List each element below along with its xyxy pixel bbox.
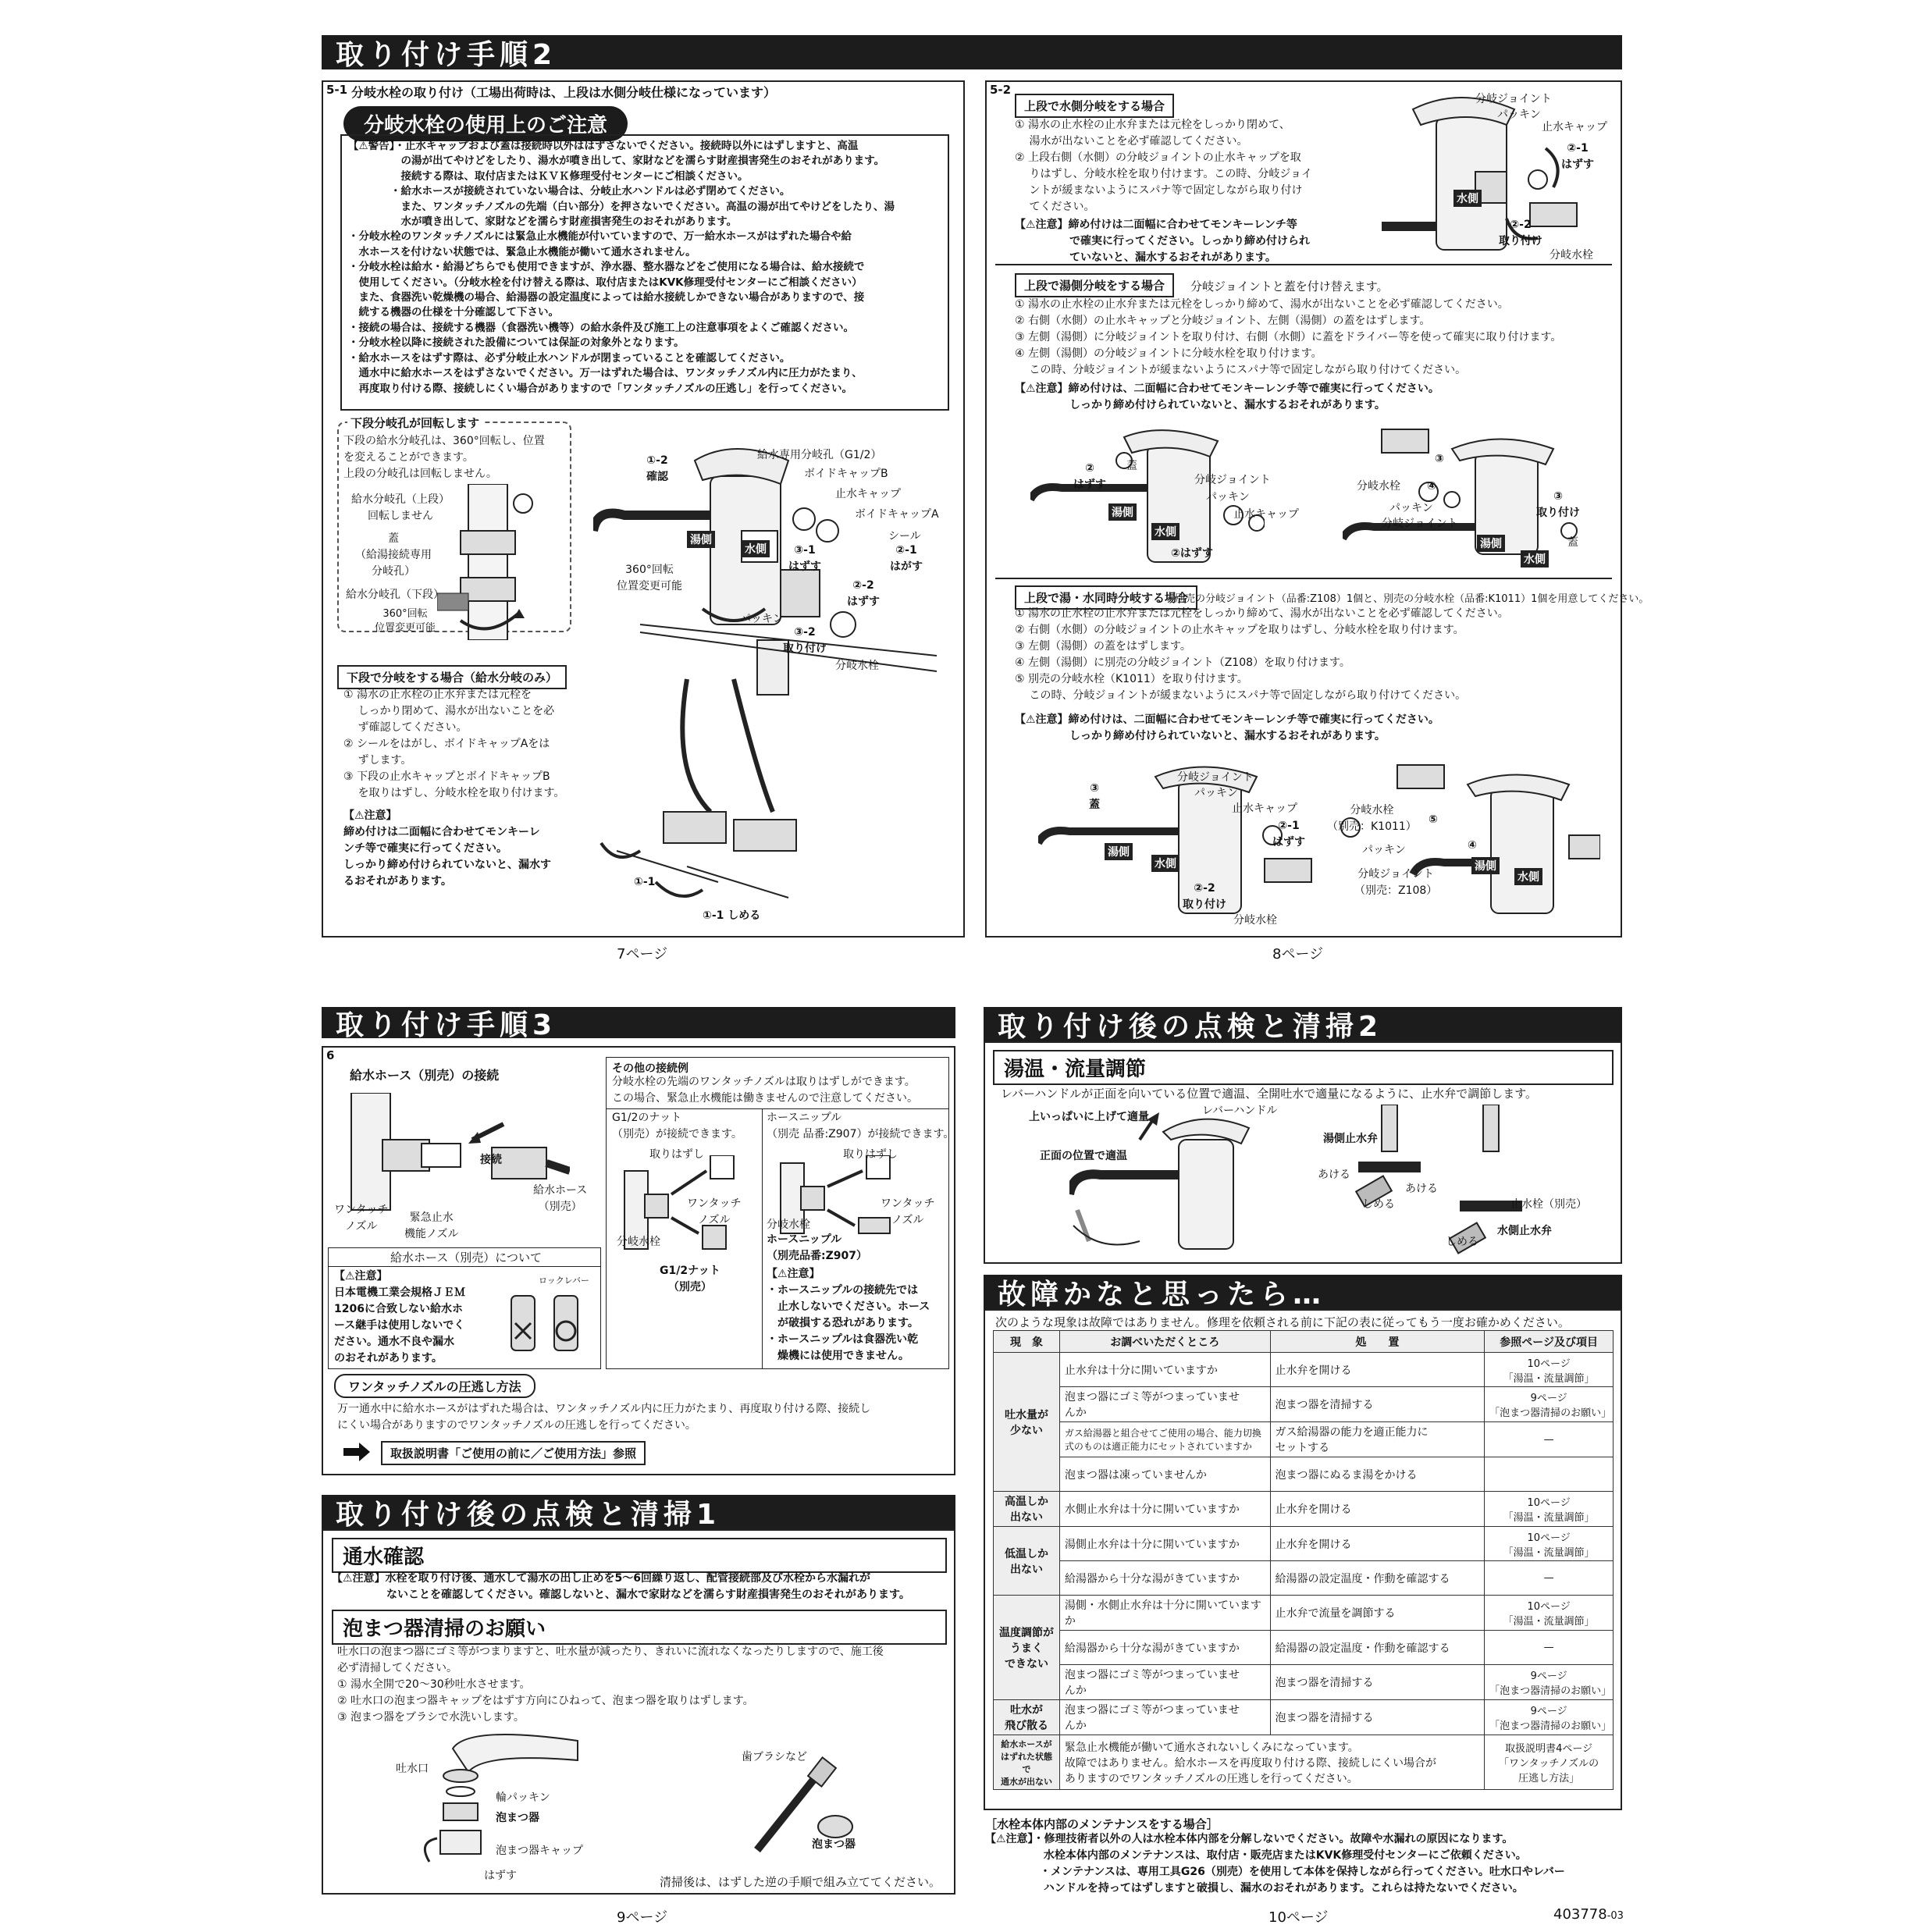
p8-b-text: ① 湯水の止水栓の止水弁または元栓をしっかり締めて、湯水が出ないことを必ず確認してください。 ② 右側（水側）の止水キャップと分岐ジョイント、左側（湯側）の蓋をはずします。 ③ 左側（湯側）に分岐ジョイントを取り付け、右側（水側）に蓋をドライバー等を使って確実に取り付けます。 ④ 左側（湯側）の分岐ジョイントに分岐水栓を取り付けます。 この時、分岐ジョイントが緩まないようにスパナ等で固定しながら取り付けてください。 [1015, 298, 1562, 376]
p8-a-label-packing: パッキン [1497, 109, 1541, 121]
p7-lower-warning: 【⚠注意】 締め付けは二面幅に合わせてモンキーレ ンチ等で確実に行ってください。 しっかり締め付けられていないと、漏水す るおそれがあります。 [343, 809, 551, 888]
table-row [994, 1700, 1614, 1735]
p9-aerator-title: 泡まつ器清掃のお願い [332, 1610, 947, 1645]
p10-trouble-header: 故障かなと思ったら… [984, 1275, 1622, 1309]
p9-hose-label-nozzle: ワンタッチ ノズル [334, 1204, 389, 1233]
doc-number-main: 403778 [1553, 1906, 1607, 1923]
p8-c-hot-side-r: 湯側 [1471, 857, 1500, 874]
action-cell: 泡まつ器を清掃する [1270, 1387, 1485, 1422]
p9-hose-title: 給水ホース（別売）の接続 [350, 1068, 500, 1083]
p7-diag-label-3-2: ③-2 取り付け [783, 626, 827, 655]
p7-page-number: 7ページ [617, 946, 668, 962]
p8-c-label-branch-k1011: 分岐水栓 （別売：K1011） [1327, 804, 1417, 833]
p10-temp-label-cold-valve: 水側止水弁 [1497, 1225, 1552, 1237]
check-cell: ガス給湯器と組合せてご使用の場合、能力切換 式のものは適正能力にセットされていますか [1059, 1422, 1270, 1457]
check-cell: 緊急止水機能が働いて通水されないしくみになっています。 故障ではありません。給水ホースを再度取り付ける際、接続しにくい場合が ありますのでワンタッチノズルの圧逃しを行ってください。 [1059, 1735, 1484, 1790]
p10-trouble-intro: 次のような現象は故障ではありません。修理を依頼される前に下記の表に従ってもう一度お確かめください。 [995, 1315, 1570, 1329]
p8-b-label-stopcap: 止水キャップ [1233, 508, 1299, 521]
p10-temp-label-hot-valve: 湯側止水弁 [1323, 1133, 1378, 1145]
p9-relief-title: ワンタッチノズルの圧逃し方法 [334, 1374, 535, 1398]
p9-aerator-text: 吐水口の泡まつ器にゴミ等がつまりますと、吐水量が減ったり、きれいに流れなくなったりしますので、施工後 必ず清掃してください。 ① 湯水全開で20～30秒吐水させます。 ② 吐水口の泡まつ器キャップをはずす方向にひねって、泡まつ器を取りはずします。 ③ 泡まつ器をブラシで水洗いします。 [337, 1646, 884, 1724]
p9-step-number: 6 [326, 1048, 335, 1062]
action-cell: 泡まつ器を清掃する [1270, 1700, 1485, 1735]
action-cell: 泡まつ器を清掃する [1270, 1665, 1485, 1700]
check-cell: 湯側止水弁は十分に開いていますか [1059, 1527, 1270, 1561]
p8-divider-1 [995, 264, 1612, 265]
p9-aerator-label-spout: 吐水口 [396, 1763, 429, 1775]
p9-g12-label-remove: 取りはずし [649, 1148, 704, 1161]
p7-caution-title: 分岐水栓の使用上のご注意 [343, 106, 628, 141]
p10-temp-label-open-2: あける [1405, 1183, 1438, 1195]
p8-c-label-2-2: ②-2 取り付け [1183, 882, 1226, 911]
p7-header: 取り付け手順2 [322, 35, 1622, 69]
p8-b-label-lid: 蓋 [1126, 460, 1137, 472]
p8-c-label-2-1: ②-1 はずす [1272, 820, 1305, 849]
p8-c-label-joint: 分岐ジョイント [1177, 771, 1254, 784]
symptom-cell: 高温しか 出ない [994, 1492, 1060, 1527]
p8-b-label-lid-r: 蓋 [1567, 536, 1578, 549]
p9-g12-label-nut: G1/2ナット （別売） [660, 1265, 720, 1293]
p9-nipple-label-nozzle: ワンタッチ ノズル [881, 1197, 935, 1226]
action-cell: 止水弁を開ける [1270, 1492, 1485, 1527]
p10-temp-illustration [1069, 1108, 1288, 1257]
doc-number [1553, 1906, 1624, 1923]
check-cell: 泡まつ器にゴミ等がつまっていませ んか [1059, 1700, 1270, 1735]
symptom-cell: 吐水が 飛び散る [994, 1700, 1060, 1735]
p8-a-label-2-2: ②-2 取り付け [1499, 219, 1542, 247]
p9-g12-text: G1/2のナット （別売）が接続できます。 [612, 1112, 742, 1140]
p9-about-title: 給水ホース（別売）について [390, 1251, 542, 1265]
p10-temp-text: レバーハンドルが正面を向いている位置で適温、全開吐水で適量になるように、止水弁で調節します。 [1001, 1087, 1538, 1101]
p9-other-divider [606, 1108, 949, 1109]
p9-hose-label-connect: 接続 [480, 1154, 502, 1166]
table-row [994, 1387, 1614, 1422]
p8-b-hot-side-r: 湯側 [1477, 535, 1505, 552]
p10-temp-label-lever: レバーハンドル [1202, 1105, 1278, 1117]
p8-c-note: 別売の分岐ジョイント（品番:Z108）1個と、別売の分岐水栓（品番:K1011）1個を用意してください。 [1175, 593, 1649, 605]
p10-table-body [994, 1353, 1614, 1790]
p8-step-number: 5-2 [990, 83, 1012, 97]
p8-page-number: 8ページ [1272, 946, 1324, 962]
action-cell: 止水弁を開ける [1270, 1527, 1485, 1561]
p7-diag-label-1-1a: ①-1 [634, 876, 656, 888]
p10-table-header-row [994, 1331, 1614, 1353]
action-cell: 給湯器の設定温度・作動を確認する [1270, 1631, 1485, 1665]
p8-a-label-branch: 分岐水栓 [1550, 249, 1593, 262]
p8-c-text: ① 湯水の止水栓の止水弁または元栓をしっかり締めて、湯水が出ないことを必ず確認してください。 ② 右側（水側）の分岐ジョイントの止水キャップを取りはずし、分岐水栓を取り付けます。 ③ 左側（湯側）の蓋をはずします。 ④ 左側（湯側）に別売の分岐ジョイント（Z108）を取り付けます。 ⑤ 別売の分岐水栓（K1011）を取り付けます。 この時、分岐ジョイントが緩まないようにスパナ等で固定しながら取り付けてください。 [1015, 607, 1509, 702]
table-row [994, 1561, 1614, 1596]
p7-diag-label-3-1: ③-1 はずす [788, 544, 821, 573]
p9-aerator-label-cap: 泡まつ器キャップ [496, 1845, 583, 1857]
p8-b-hot-side: 湯側 [1108, 503, 1137, 521]
check-cell: 湯側・水側止水弁は十分に開いていますか [1059, 1596, 1270, 1631]
p7-caution-text: 【⚠警告】・止水キャップおよび蓋は接続時以外ははずさないでください。接続時以外にはずしますと、高温 の湯が出てやけどをしたり、湯水が噴き出して、家財などを濡らす財産損害発生のおそれがあります。 接続する際は、取付店またはＫＶＫ修理受付センターにご相談ください。 ・給水ホースが接続されていない場合は、分岐止水ハンドルは必ず閉めてください。 また、ワンタッチノズルの先端（白い部分）を押さないでください。高温の湯が出てやけどをしたり、湯 水が噴き出して、家財などを濡らす財産損害発生のおそれがあります。 ・分岐水栓のワンタッチノズルには緊急止水機能が付いていますので、万一給水ホースがはずれた場合や給 水ホースを付けない状態では、緊急止水機能が働いて通水されません。 ・分岐水栓は給水・給湯どちらでも使用できますが、浄水器、整水器などをご使用になる場合は、給水接続で 使用してください。（分岐水栓を付け替える際は、取付店またはKVK修理受付センターにご相談ください） また、食器洗い乾燥機の場合、給湯器の設定温度によっては給水接続しかできない場合がありますので、接 続する機器の仕様を十分確認して下さい。 ・接続の場合は、接続する機器（食器洗い機等）の給水条件及び施工上の注意事項をよくご確認ください。 ・分岐水栓以降に接続された設備については保証の対象外となります。 ・給水ホースをはずす際は、必ず分岐止水ハンドルが閉まっていることを確認してください。 通水中に給水ホースをはずさないでください。万一はずれた場合は、ワンタッチノズル内に圧力がたまり、 再度取り付ける際、接続しにくい場合がありますので「ワンタッチノズルの圧逃し」を行ってください。 [340, 134, 949, 411]
check-cell: 給湯器から十分な湯がきていますか [1059, 1631, 1270, 1665]
symptom-cell: 給水ホースが はずれた状態で 通水が出ない [994, 1735, 1060, 1790]
p7-diag-label-capa: ボイドキャップA [855, 508, 939, 521]
p9-other-vdivider [762, 1108, 763, 1369]
p7-diag-label-2-2: ②-2 はずす [847, 579, 880, 608]
p8-c-title: 上段で湯・水同時分岐する場合 [1015, 585, 1197, 610]
ref-cell: 10ページ 「湯温・流量調節」 [1485, 1596, 1614, 1631]
p7-diag-label-seal: シール [888, 530, 921, 543]
p7-rot-label-lower: 給水分岐孔（下段） [346, 589, 444, 601]
p10-header: 取り付け後の点検と清掃2 [984, 1007, 1622, 1041]
p8-a-label-joint: 分岐ジョイント [1475, 93, 1552, 105]
p8-a-title: 上段で水側分岐をする場合 [1015, 94, 1174, 118]
p8-b-title: 上段で湯側分岐をする場合 [1015, 273, 1174, 297]
p9-nipple-label-remove: 取りはずし [843, 1148, 898, 1161]
p7-diag-label-2-1: ②-1 はがす [890, 544, 923, 573]
table-row [994, 1527, 1614, 1561]
p8-b-label-3: ③ [1435, 453, 1444, 465]
p9-relief-arrow-icon [343, 1443, 370, 1461]
p10-maint-text: 【⚠注意】・修理技術者以外の人は水栓本体内部を分解しないでください。故障や水漏れの原因になります。 水栓本体内部のメンテナンスは、取付店・販売店またはKVK修理受付センターにご依頼ください。 ・メンテナンスは、専用工具G26（別売）を使用して本体を保持しながら行ってください。吐水口やレバー ハンドルを持ってはずしますと破損し、漏水のおそれがあります。これらは持たないでください。 [985, 1833, 1565, 1895]
p8-a-label-stopcap: 止水キャップ [1542, 121, 1607, 133]
check-cell: 水側止水弁は十分に開いていますか [1059, 1492, 1270, 1527]
p8-b-cold-side: 水側 [1151, 523, 1179, 540]
p9-other-text: 分岐水栓の先端のワンタッチノズルは取りはずしができます。 この場合、緊急止水機能は働きませんので注意してください。 [612, 1076, 918, 1105]
check-cell: 給湯器から十分な湯がきていますか [1059, 1561, 1270, 1596]
p7-rotate-text: 下段の給水分岐孔は、360°回転し、位置 を変えることができます。 上段の分岐孔は回転しません。 [343, 435, 545, 480]
p9-nipple-warning: 【⚠注意】 ・ホースニップルの接続先では 止水しないでください。ホース が破損する恐れがあります。 ・ホースニップルは食器洗い乾 燥機には使用できません。 [767, 1268, 930, 1362]
check-cell: 泡まつ器にゴミ等がつまっていませ んか [1059, 1387, 1270, 1422]
p7-diag-label-port: 給水専用分岐孔（G1/2） [757, 449, 882, 461]
table-row [994, 1492, 1614, 1527]
p9-water-title: 通水確認 [332, 1538, 947, 1573]
p7-rotate-title: 下段分岐孔が回転します [347, 415, 482, 431]
action-cell: 止水弁を開ける [1270, 1353, 1485, 1387]
ref-cell: 9ページ 「泡まつ器清掃のお願い」 [1485, 1665, 1614, 1700]
p8-b-label-branch: 分岐水栓 [1357, 480, 1400, 493]
p9-aerator-label-ring: 輪パッキン [496, 1791, 550, 1804]
p10-trouble-table [993, 1330, 1614, 1790]
p7-diag-label-capb: ボイドキャップB [804, 468, 888, 480]
table-row [994, 1665, 1614, 1700]
p7-rot-label-upper: 給水分岐孔（上段） 回転しません [351, 493, 450, 522]
p10-th-ref: 参照ページ及び項目 [1485, 1331, 1614, 1353]
p9-aerator-label-aerator-2: 泡まつ器 [812, 1838, 856, 1851]
symptom-cell: 吐水量が 少ない [994, 1353, 1060, 1492]
p10-maint-title: ［水栓本体内部のメンテナンスをする場合］ [985, 1817, 1219, 1831]
action-cell: 泡まつ器にぬるま湯をかける [1270, 1457, 1485, 1492]
p8-c-cold-side: 水側 [1151, 855, 1179, 872]
ref-cell: 10ページ 「湯温・流量調節」 [1485, 1527, 1614, 1561]
table-row [994, 1631, 1614, 1665]
p8-c-label-3-lid: ③ 蓋 [1089, 782, 1100, 811]
p7-lower-title: 下段で分岐をする場合（給水分岐のみ） [337, 665, 567, 689]
p10-temp-label-up: 上いっぱいに上げて適量 [1029, 1111, 1149, 1123]
p7-diag-label-rotate: 360°回転 位置変更可能 [617, 564, 682, 592]
p8-c-label-branch: 分岐水栓 [1233, 914, 1277, 927]
ref-cell: 10ページ 「湯温・流量調節」 [1485, 1353, 1614, 1387]
p8-b-label-packing-r: パッキン [1389, 502, 1433, 514]
action-cell: ガス給湯器の能力を適正能力に セットする [1270, 1422, 1485, 1457]
p9-aerator-end: 清掃後は、はずした逆の手順で組み立ててください。 [660, 1875, 941, 1889]
p8-c-hot-side: 湯側 [1105, 843, 1133, 860]
ref-cell: 9ページ 「泡まつ器清掃のお願い」 [1485, 1700, 1614, 1735]
p7-rotate-illustration [437, 484, 570, 640]
p7-step-title: 分岐水栓の取り付け（工場出荷時は、上段は水側分岐仕様になっています） [351, 85, 777, 100]
table-row [994, 1457, 1614, 1492]
p8-c-warning: 【⚠注意】締め付けは、二面幅に合わせてモンキーレンチ等で確実に行ってください。 しっかり締め付けられていないと、漏水するおそれがあります。 [1015, 713, 1439, 742]
p9-aerator-label-remove: はずす [484, 1870, 517, 1882]
p7-diag-label-1-1b: ①-1 しめる [703, 909, 761, 922]
p10-th-action: 処 置 [1270, 1331, 1485, 1353]
table-row [994, 1422, 1614, 1457]
p8-b-label-packing: パッキン [1206, 491, 1250, 503]
p8-a-cold-side: 水側 [1453, 190, 1482, 207]
p10-temp-label-close-2: しめる [1446, 1236, 1478, 1248]
p7-diag-hot-side: 湯側 [687, 531, 715, 548]
table-row [994, 1353, 1614, 1387]
ref-cell: — [1485, 1631, 1614, 1665]
p9-g12-label-nozzle: ワンタッチ ノズル [687, 1197, 742, 1226]
p9-aerator-label-brush: 歯ブラシなど [742, 1751, 807, 1763]
table-row [994, 1596, 1614, 1631]
p8-c-label-stopcap: 止水キャップ [1232, 802, 1297, 815]
p8-divider-2 [995, 578, 1612, 579]
p8-c-label-4: ④ [1468, 839, 1477, 852]
p8-b-label-3-attach: ③ 取り付け [1536, 490, 1580, 519]
p8-b-cold-side-r: 水側 [1521, 550, 1549, 568]
p9-header: 取り付け手順3 [322, 1007, 955, 1038]
ref-cell: 9ページ 「泡まつ器清掃のお願い」 [1485, 1387, 1614, 1422]
p8-c-cold-side-r: 水側 [1514, 868, 1542, 885]
p8-c-label-joint-z108: 分岐ジョイント （別売：Z108） [1354, 868, 1438, 897]
p8-b-note: 分岐ジョイントと蓋を付け替えます。 [1190, 279, 1389, 294]
p9-aerator-label-aerator: 泡まつ器 [496, 1812, 539, 1824]
p9-water-warning: 【⚠注意】水栓を取り付け後、通水して湯水の出し止めを5～6回繰り返し、配管接続部及び水栓から水漏れが ないことを確認してください。確認しないと、漏水で家財などを濡らす財産損害発生のおそれがあります。 [332, 1572, 910, 1601]
p9-nipple-label-nipple: ホースニップル （別売品番:Z907） [767, 1233, 867, 1262]
p8-b-label-4: ④ [1427, 480, 1436, 493]
p10-page-number: 10ページ [1268, 1909, 1329, 1926]
p10-temp-title: 湯温・流量調節 [993, 1050, 1614, 1085]
p9-nipple-text: ホースニップル （別売 品番:Z907）が接続できます。 [767, 1112, 955, 1140]
ref-cell: — [1485, 1422, 1614, 1457]
p8-b-label-joint: 分岐ジョイント [1194, 474, 1271, 486]
check-cell: 泡まつ器は凍っていませんか [1059, 1457, 1270, 1492]
p9-g12-label-branch: 分岐水栓 [617, 1236, 660, 1248]
p8-b-label-2-remove: ② はずす [1073, 462, 1106, 491]
check-cell: 止水弁は十分に開いていますか [1059, 1353, 1270, 1387]
p9-hose-label-hose: 給水ホース （別売） [533, 1184, 588, 1213]
ref-cell: — [1485, 1561, 1614, 1596]
p8-c-label-5: ⑤ [1429, 813, 1438, 826]
p10-temp-label-stopper: 止水栓（別売） [1510, 1198, 1587, 1211]
p8-b-label-2-remove-b: ②はずす [1171, 547, 1213, 560]
p8-a-label-2-1: ②-1 はずす [1561, 142, 1594, 171]
p8-b-warning: 【⚠注意】締め付けは、二面幅に合わせてモンキーレンチ等で確実に行ってください。 しっかり締め付けられていないと、漏水するおそれがあります。 [1015, 382, 1439, 411]
action-cell: 給湯器の設定温度・作動を確認する [1270, 1561, 1485, 1596]
symptom-cell: 温度調節が うまく できない [994, 1596, 1060, 1700]
p7-diag-cold-side: 水側 [742, 540, 770, 557]
p7-rot-label-rotate: 360°回転 位置変更可能 [375, 608, 436, 634]
p8-b-label-joint-r: 分岐ジョイント [1382, 518, 1458, 530]
p9-relief-ref: 取扱説明書「ご使用の前に／ご使用方法」参照 [381, 1441, 646, 1465]
p8-c-label-packing: パッキン [1194, 787, 1238, 799]
p10-th-symptom: 現 象 [994, 1331, 1060, 1353]
doc-number-rev: -03 [1606, 1910, 1624, 1922]
p9-about-warning: 【⚠注意】 日本電機工業会規格ＪＥＭ 1206に合致しない給水ホ ース継手は使用しないでく ださい。通水不良や漏水 のおそれがあります。 [334, 1270, 465, 1364]
p8-a-text: ① 湯水の止水栓の止水弁または元栓をしっかり閉めて、 湯水が出ないことを必ず確認してください。 ② 上段右側（水側）の分岐ジョイントの止水キャップを取 りはずし、分岐水栓を取り付けます。この時、分岐ジョイ ントが緩まないようにスパナ等で固定しながら取り付け てください。 [1015, 119, 1313, 213]
p7-rot-label-lid: 蓋 （給湯接続専用 分岐孔） [355, 532, 432, 578]
p9-hose-label-emergency: 緊急止水 機能ノズル [404, 1212, 459, 1240]
p9-other-title: その他の接続例 [612, 1062, 688, 1075]
p9-relief-text: 万一通水中に給水ホースがはずれた場合は、ワンタッチノズル内に圧力がたまり、再度取り付ける際、接続し にくい場合がありますのでワンタッチノズルの圧逃しを行ってください。 [337, 1403, 871, 1432]
p8-c-label-packing-r: パッキン [1362, 844, 1406, 856]
ref-cell: 10ページ 「湯温・流量調節」 [1485, 1492, 1614, 1527]
p10-temp-label-front: 正面の位置で適温 [1040, 1150, 1127, 1162]
p7-step-number: 5-1 [326, 83, 348, 97]
p9-about-divider [328, 1266, 601, 1267]
p7-diag-label-branch: 分岐水栓 [835, 660, 879, 672]
p7-diag-label-stopcap: 止水キャップ [835, 488, 901, 500]
p9-nipple-label-branch: 分岐水栓 [767, 1219, 810, 1231]
p9-check-header: 取り付け後の点検と清掃1 [322, 1495, 955, 1529]
p7-diag-label-packing: パッキン [740, 613, 784, 625]
check-cell: 泡まつ器にゴミ等がつまっていませ んか [1059, 1665, 1270, 1700]
p9-page-number: 9ページ [617, 1909, 668, 1926]
symptom-cell: 低温しか 出ない [994, 1527, 1060, 1596]
p9-lock-illustration [500, 1288, 593, 1358]
action-cell: 止水弁で流量を調節する [1270, 1596, 1485, 1631]
ref-cell: 取扱説明書4ページ 「ワンタッチノズルの 圧逃し方法」 [1485, 1735, 1614, 1790]
p7-diag-label-confirm: ①-2 確認 [646, 454, 668, 483]
p10-temp-label-open-1: あける [1318, 1169, 1350, 1181]
p10-th-check: お調べいただくところ [1059, 1331, 1270, 1353]
table-row [994, 1735, 1614, 1790]
p10-temp-label-close-1: しめる [1362, 1198, 1395, 1211]
p9-lock-lever-label: ロックレバー [539, 1276, 590, 1286]
ref-cell [1485, 1457, 1614, 1492]
p7-lower-text: ① 湯水の止水栓の止水弁または元栓を しっかり閉めて、湯水が出ないことを必 ず確認してください。 ② シールをはがし、ボイドキャップAをは ずします。 ③ 下段の止水キャップとボイドキャップB を取りはずし、分岐水栓を取り付けます。 [343, 688, 565, 799]
p8-a-warning: 【⚠注意】締め付けは二面幅に合わせてモンキーレンチ等 で確実に行ってください。しっかり締め付けられ ていないと、漏水するおそれがあります。 [1015, 219, 1310, 264]
